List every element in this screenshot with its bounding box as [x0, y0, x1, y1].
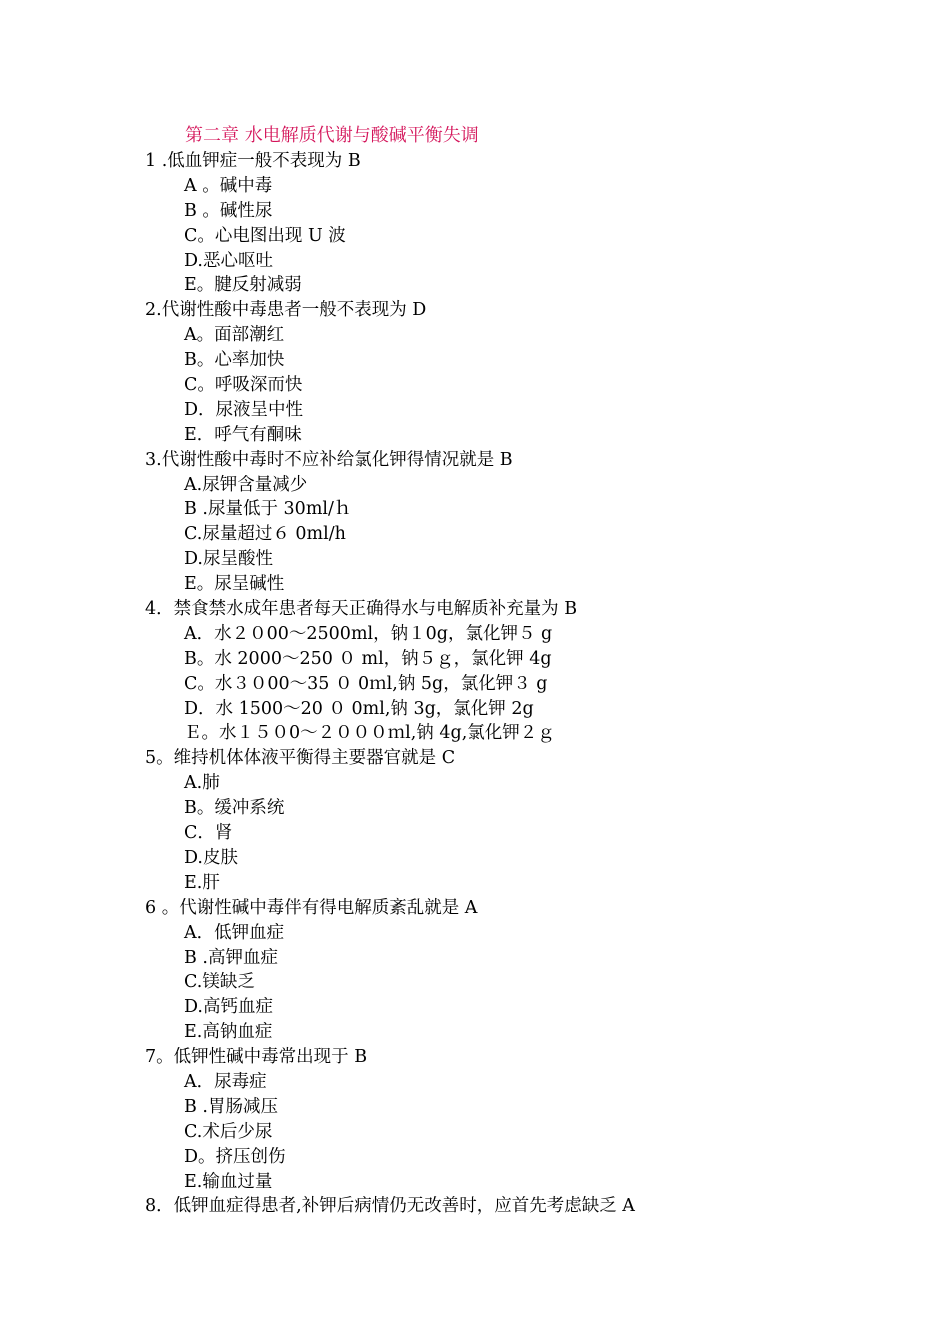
question-stem: 8．低钾血症得患者,补钾后病情仍无改善时，应首先考虑缺乏 A: [145, 1196, 635, 1217]
answer-option: D．尿液呈中性: [184, 399, 304, 420]
answer-option: B。缓冲系统: [184, 798, 285, 819]
answer-option: A。面部潮红: [184, 325, 285, 346]
answer-option: C。心电图出现 U 波: [184, 225, 346, 246]
answer-option: B。心率加快: [184, 350, 285, 371]
answer-option: C.术后少尿: [184, 1121, 273, 1142]
question-stem: 3.代谢性酸中毒时不应补给氯化钾得情况就是 B: [145, 449, 513, 470]
answer-option: D.皮肤: [184, 847, 238, 868]
answer-option: C。水３０00～35 ０ 0ｍl,钠 5g，氯化钾３ g: [184, 673, 548, 694]
answer-option: B。水 2000～250 ０ ml，钠５ｇ，氯化钾 4g: [184, 648, 552, 669]
answer-option: A．尿毒症: [184, 1071, 267, 1092]
answer-option: B .胃肠减压: [184, 1096, 278, 1117]
answer-option: E。尿呈碱性: [184, 574, 285, 595]
answer-option: D.高钙血症: [184, 997, 273, 1018]
answer-option: B .高钾血症: [184, 947, 278, 968]
answer-option: B .尿量低于 30ml/ｈ: [184, 499, 352, 520]
answer-option: C。呼吸深而快: [184, 375, 303, 396]
answer-option: A.肺: [184, 773, 220, 794]
answer-option: D.恶心呕吐: [184, 250, 273, 271]
answer-option: E。腱反射减弱: [184, 275, 302, 296]
question-stem: 2.代谢性酸中毒患者一般不表现为 D: [145, 300, 427, 321]
answer-option: E.肝: [184, 872, 220, 893]
answer-option: A 。碱中毒: [184, 175, 273, 196]
answer-option: C.镁缺乏: [184, 972, 255, 993]
answer-option: A．低钾血症: [184, 922, 285, 943]
chapter-title: 第二章 水电解质代谢与酸碱平衡失调: [185, 125, 479, 146]
question-stem: 1 .低血钾症一般不表现为 B: [145, 151, 361, 171]
question-stem: 4．禁食禁水成年患者每天正确得水与电解质补充量为 B: [145, 599, 578, 620]
answer-option: Ｅ。水１５０0～２０００ｍl,钠 4g,氯化钾２ｇ: [184, 723, 555, 744]
question-stem: 5。维持机体体液平衡得主要器官就是 C: [145, 748, 456, 769]
answer-option: D.尿呈酸性: [184, 549, 273, 570]
answer-option: D．水 1500～20 ０ 0ml,钠 3g，氯化钾 2g: [184, 698, 534, 719]
answer-option: C.尿量超过６ 0ml/h: [184, 524, 346, 545]
answer-option: A.尿钾含量减少: [184, 474, 308, 495]
question-list: [0, 149, 950, 1219]
answer-option: E.高钠血症: [184, 1022, 273, 1043]
answer-option: C．肾: [184, 823, 233, 844]
question-stem: 6 。代谢性碱中毒伴有得电解质紊乱就是 A: [145, 897, 478, 918]
answer-option: D。挤压创伤: [184, 1146, 286, 1167]
answer-option: B 。碱性尿: [184, 200, 273, 221]
question-stem: 7。低钾性碱中毒常出现于 B: [145, 1047, 368, 1068]
answer-option: E.输血过量: [184, 1171, 273, 1192]
answer-option: E．呼气有酮味: [184, 424, 302, 445]
answer-option: A．水２０00～2500ml，钠１0g，氯化钾５ g: [184, 623, 553, 644]
